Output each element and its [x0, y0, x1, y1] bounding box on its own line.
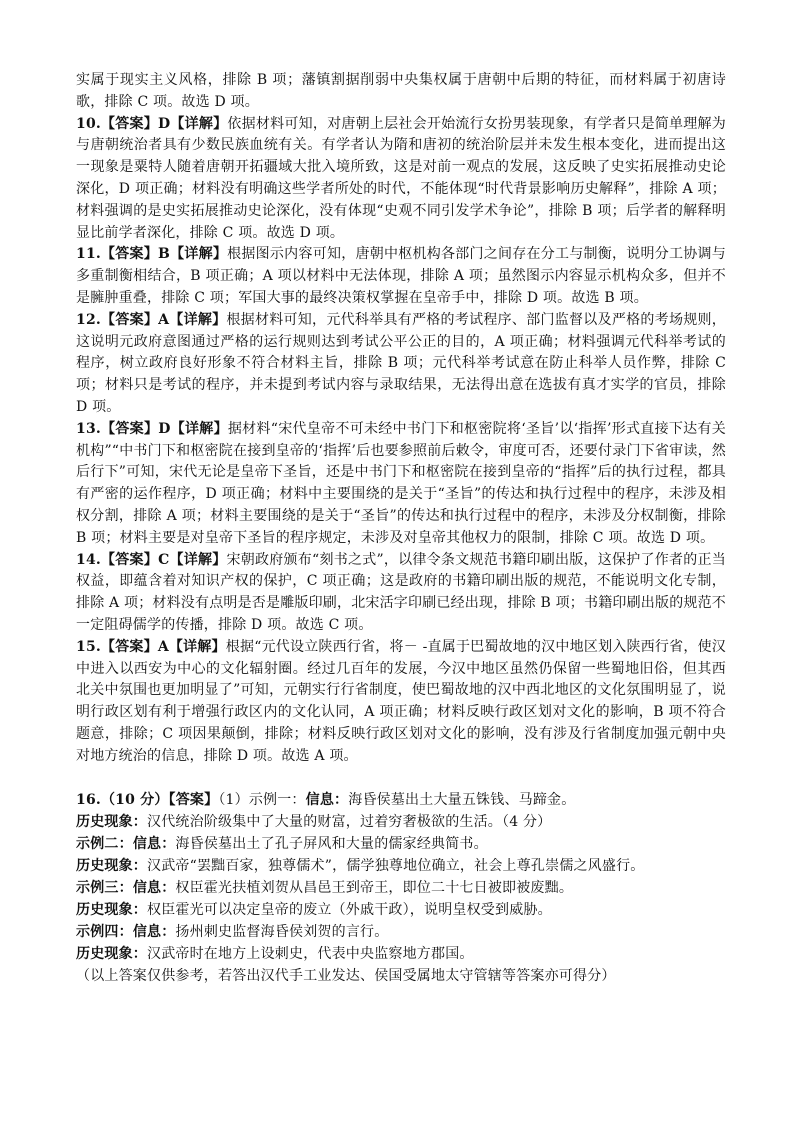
q12-number: 12. — [76, 311, 101, 328]
info-label: 信息： — [132, 835, 176, 852]
q11-detail-label: 【详解】 — [170, 246, 228, 263]
q16-part-label: （1）示例一： — [218, 791, 306, 808]
q11-number: 11. — [76, 246, 101, 263]
q16-header-line — [76, 789, 726, 811]
q9-continuation: 实属于现实主义风格，排除 B 项；藩镇割据削弱中央集权属于唐朝中后期的特征，而材料属于初唐诗歌，排除 C 项。故选 D 项。 — [76, 72, 726, 110]
q13-answer: D — [158, 420, 171, 437]
q16-ex4-phenomenon: 汉武帝时在地方上设刺史，代表中央监察地方郡国。 — [147, 945, 474, 962]
answer-page — [76, 70, 726, 987]
q16-ex4-info-line — [76, 921, 726, 943]
q14-block — [76, 550, 726, 637]
section-gap — [76, 768, 726, 789]
q16-ex3-info-line — [76, 877, 726, 899]
q16-ex3-info: 权臣霍光扶植刘贺从昌邑王到帝王，即位二十七日被即被废黜。 — [175, 879, 574, 896]
q14-answer: C — [158, 551, 170, 568]
q15-block — [76, 637, 726, 768]
q16-number: 16.（10 分） — [76, 791, 169, 808]
q16-ex4-phenomenon-line — [76, 943, 726, 965]
example-three-label: 示例三： — [76, 879, 133, 896]
q16-ex1-phenomenon-line — [76, 811, 726, 833]
q16-ex1-info: 海昏侯墓出土大量五铢钱、马蹄金。 — [348, 791, 576, 808]
q14-number: 14. — [76, 551, 101, 568]
q15-detail-label: 【详解】 — [168, 638, 226, 655]
q11-text: 根据图示内容可知，唐朝中枢机构各部门之间存在分工与制衡，说明分工协调与多重制衡相结合，B 项正确；A 项以材料中无法体现，排除 A 项；虽然图示内容显示机构众多，但并不是臃肿重叠，排除 C 项；军国大事的最终决策权掌握在皇帝手中，排除 D 项。故选 B 项。 — [76, 246, 726, 306]
q16-ex3-phenomenon-line — [76, 899, 726, 921]
q10-block — [76, 114, 726, 245]
example-four-label: 示例四： — [76, 923, 133, 940]
q16-ex3-phenomenon: 权臣霍光可以决定皇帝的废立（外戚干政），说明皇权受到威胁。 — [147, 901, 552, 918]
q12-text: 根据材料可知，元代科举具有严格的考试程序、部门监督以及严格的考场规则，这说明元政府意图通过严格的运行规则达到考试公平公正的目的，A 项正确；材料强调元代科举考试的程序，树立政府良好形象不符合材料主旨，排除 B 项；元代科举考试意在防止科举人员作弊，排除 C 项；材料只是考试的程序，并未提到考试内容与录取结果，无法得出意在选拔有真才实学的官员，排除 D 项。 — [76, 311, 726, 415]
q13-number: 13. — [76, 420, 101, 437]
q10-number: 10. — [76, 115, 101, 132]
phenomenon-label: 历史现象： — [76, 901, 147, 918]
q15-answer: A — [157, 638, 169, 655]
phenomenon-label: 历史现象： — [76, 945, 147, 962]
example-two-label: 示例二： — [76, 835, 133, 852]
q12-answer: A — [158, 311, 170, 328]
q14-answer-label: 【答案】 — [100, 551, 159, 568]
q11-block — [76, 244, 726, 309]
q16-answer-label: 【答案】 — [168, 791, 219, 808]
q10-answer-label: 【答案】 — [100, 115, 159, 132]
q13-block — [76, 419, 726, 550]
q16-info-label: 信息： — [305, 791, 349, 808]
q10-text: 依据材料可知，对唐朝上层社会开始流行女扮男装现象，有学者只是简单理解为与唐朝统治者具有少数民族血统有关。有学者认为隋和唐初的统治阶层并未发生根本变化，进而提出这一现象是粟特人随着唐朝开拓疆域大批入境所致，这是对前一观点的发展，这反映了史实拓展推动史论深化，D 项正确；材料没有明确这些学者所处的时代，不能体现“时代背景影响历史解释”，排除 A 项；材料强调的是史实拓展推动史论深化，没有体现“史观不同引发学术争论”，排除 B 项；后学者的解释明显比前学者深化，排除 C 项。故选 D 项。 — [76, 115, 726, 241]
q16-ex2-phenomenon: 汉武帝“罢黜百家，独尊儒术”，儒学独尊地位确立，社会上尊孔崇儒之风盛行。 — [147, 857, 645, 874]
q16-ex4-info: 扬州刺史监督海昏侯刘贺的言行。 — [175, 923, 389, 940]
q16-ex2-phenomenon-line — [76, 855, 726, 877]
q10-answer: D — [158, 115, 171, 132]
info-label: 信息： — [132, 879, 176, 896]
q13-text: 据材料“宋代皇帝不可未经中书门下和枢密院将‘圣旨’以‘指挥’形式直接下达有关机构”“中书门下和枢密院在接到皇帝的‘指挥’后也要参照前后敕令，审度可否，还要付录门下省审读，然后行下”可知，宋代无论是皇帝下圣旨，还是中书门下和枢密院在接到皇帝的“指挥”后的执行过程，都具有严密的运作程序，D 项正确；材料中主要围绕的是关于“圣旨”的传达和执行过程中的程序，未涉及相权分割，排除 A 项；材料主要围绕的是关于“圣旨”的传达和执行过程中的程序，未涉及分权制衡，排除 B 项；材料主要是对皇帝下圣旨的程序规定，未涉及对皇帝其他权力的限制，排除 C 项。故选 D 项。 — [76, 420, 726, 546]
phenomenon-label: 历史现象： — [76, 813, 147, 830]
q10-detail-label: 【详解】 — [170, 115, 228, 132]
phenomenon-label: 历史现象： — [76, 857, 147, 874]
q11-answer-label: 【答案】 — [100, 246, 159, 263]
info-label: 信息： — [132, 923, 176, 940]
q16-reference-note: （以上答案仅供参考，若答出汉代手工业发达、侯国受属地太守管辖等答案亦可得分） — [76, 967, 616, 984]
q13-answer-label: 【答案】 — [100, 420, 159, 437]
q14-detail-label: 【详解】 — [169, 551, 227, 568]
q15-number: 15. — [76, 638, 101, 655]
q11-answer: B — [158, 246, 171, 263]
q16-ex1-phenomenon: 汉代统治阶级集中了大量的财富，过着穷奢极欲的生活。（4 分） — [147, 813, 552, 830]
q16-ex2-info-line — [76, 833, 726, 855]
q12-block — [76, 310, 726, 419]
q13-detail-label: 【详解】 — [170, 420, 228, 437]
q14-text: 宋朝政府颁布“刻书之式”，以律令条文规范书籍印刷出版，这保护了作者的正当权益，即蕴含着对知识产权的保护，C 项正确；这是政府的书籍印刷出版的规范，不能说明文化专制，排除 A 项；材料没有点明是否是雕版印刷，北宋活字印刷已经出现，排除 B 项；书籍印刷出版的规范不一定阻碍儒学的传播，排除 D 项。故选 C 项。 — [76, 551, 726, 633]
q12-detail-label: 【详解】 — [169, 311, 227, 328]
q15-text: 根据“元代设立陕西行省，将－ -直属于巴蜀故地的汉中地区划入陕西行省，使汉中进入以西安为中心的文化辐射圈。经过几百年的发展，今汉中地区虽然仍保留一些蜀地旧俗，但其西北关中氛围也更加明显了”可知，元朝实行行省制度，使巴蜀故地的汉中西北地区的文化氛围明显了，说明行政区划有利于增强行政区内的文化认同，A 项正确；材料反映行政区划对文化的影响，B 项不符合题意，排除；C 项因果颠倒，排除；材料反映行政区划对文化的影响，没有涉及行省制度加强元朝中央对地方统治的信息，排除 D 项。故选 A 项。 — [76, 638, 726, 764]
q12-answer-label: 【答案】 — [100, 311, 159, 328]
q15-answer-label: 【答案】 — [100, 638, 158, 655]
q16-ex2-info: 海昏侯墓出土了孔子屏风和大量的儒家经典简书。 — [175, 835, 488, 852]
